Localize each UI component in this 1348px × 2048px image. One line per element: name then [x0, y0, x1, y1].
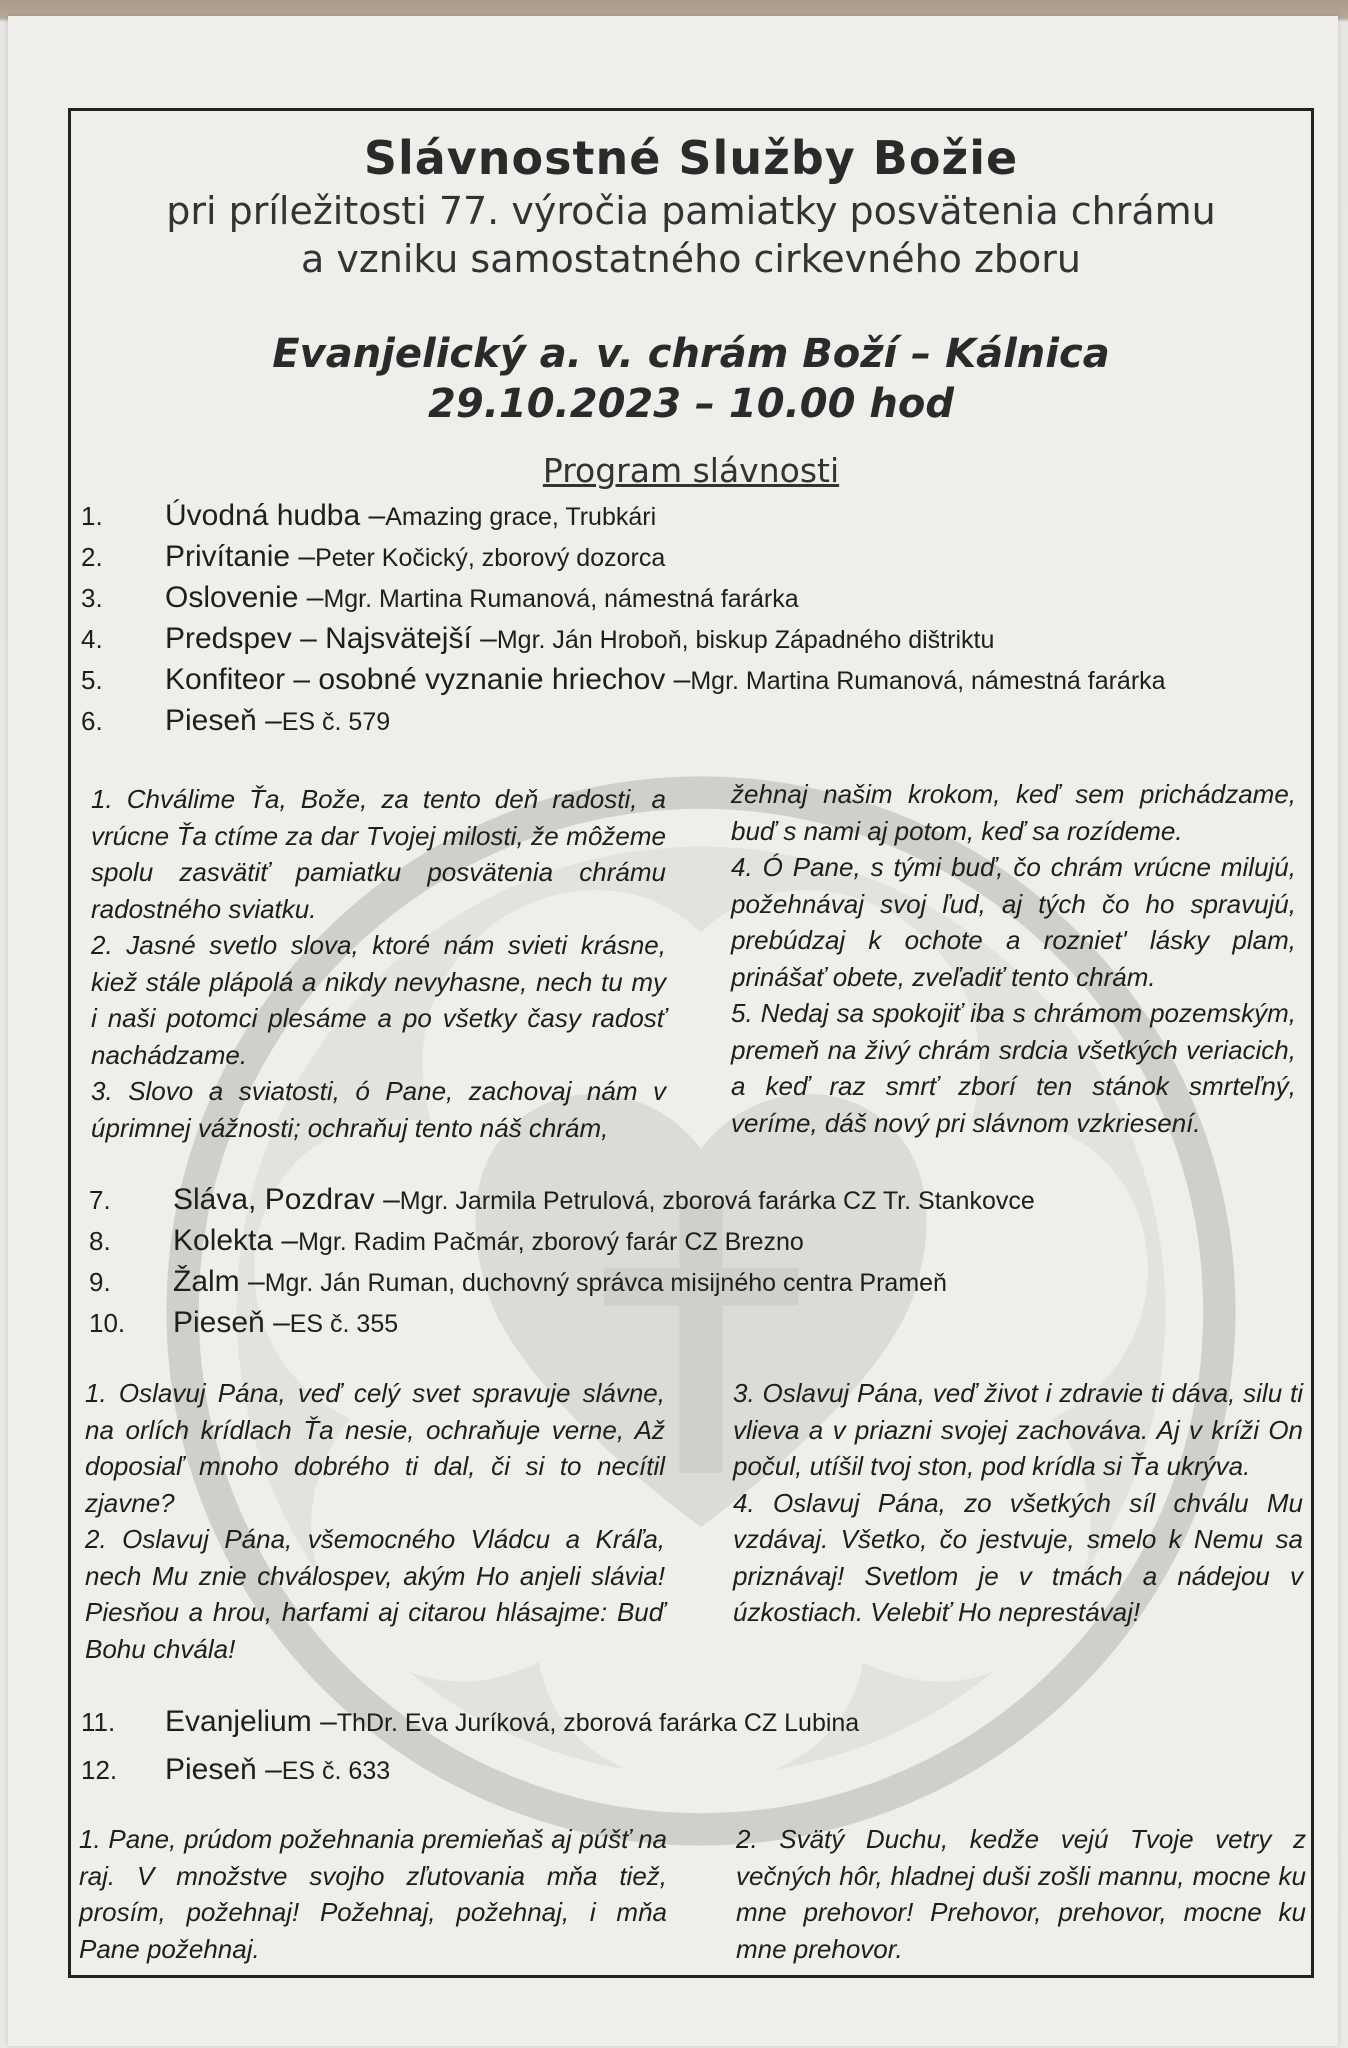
hymn-verse: 1. Oslavuj Pána, veď celý svet spravuje slávne, na orlích krídlach Ťa nesie, ochraňuje verne, Až doposiaľ mnoho dobrého ti dal, či si to necítil zjavne?	[85, 1378, 665, 1518]
hymn-verse: 4. Oslavuj Pána, zo všetkých síl chválu Mu vzdávaj. Všetko, čo jestvuje, smelo k Nemu sa priznávaj! Svetlom je v tmách a nádejou v úzkostiach. Velebiť Ho neprestávaj!	[733, 1487, 1303, 1627]
program-item-number: 2.	[81, 542, 103, 572]
hymn-verse: 4. Ó Pane, s tými buď, čo chrám vrúcne milujú, požehnávaj svoj ľud, aj tých čo ho spravujú, prebúdzaj k ochote a rozniet' lásky plam, prinášať obete, zveľadiť tento chrám.	[731, 852, 1296, 992]
venue-block	[71, 329, 1311, 429]
program-frame	[68, 108, 1314, 1978]
program-item	[81, 499, 1291, 540]
program-item-title: Oslovenie –	[165, 581, 324, 614]
program-item-title: Evanjelium –	[165, 1705, 337, 1738]
hymn-355-right-column	[733, 1375, 1303, 1631]
program-item-detail: Mgr. Radim Pačmár, zborový farár CZ Brezno	[298, 1228, 804, 1256]
hymn-verse: 3. Oslavuj Pána, veď život i zdravie ti dáva, silu ti vlieva a v priazni svojej zachováva. Aj v kríži On počul, utíšil tvoj ston, pod krídla si Ťa ukrýva.	[733, 1378, 1303, 1481]
program-item	[81, 540, 1291, 581]
program-item-title: Kolekta –	[173, 1224, 299, 1257]
program-item	[81, 581, 1291, 622]
hymn-633-left-column	[79, 1821, 667, 1967]
hymn-verse: žehnaj našim krokom, keď sem prichádzame, buď s nami aj potom, keď sa rozídeme.	[731, 779, 1296, 846]
program-item-detail: Mgr. Ján Ruman, duchovný správca misijného centra Prameň	[264, 1269, 947, 1297]
main-title: Slávnostné Služby Božie	[363, 131, 1019, 185]
hymn-579-right-column	[731, 776, 1296, 1141]
program-item-title: Žalm –	[173, 1265, 265, 1298]
program-item-number: 1.	[81, 501, 103, 531]
program-item-detail: Mgr. Jarmila Petrulová, zborová farárka CZ Tr. Stankovce	[399, 1187, 1035, 1215]
program-item-number: 3.	[81, 583, 103, 613]
program-item-detail: ThDr. Eva Juríková, zborová farárka CZ Lubina	[336, 1709, 860, 1737]
program-item	[81, 1705, 1291, 1753]
program-item-title: Pieseň –	[173, 1306, 290, 1339]
hymn-verse: 3. Slovo a sviatosti, ó Pane, zachovaj nám v úprimnej vážnosti; ochraňuj tento náš chrám,	[91, 1076, 666, 1143]
program-item	[89, 1306, 1299, 1347]
program-list-b	[89, 1183, 1299, 1347]
program-list-c	[81, 1705, 1291, 1794]
program-item-title: Pieseň –	[165, 1753, 282, 1786]
program-item-title: Pieseň –	[165, 704, 282, 737]
program-item	[81, 1753, 1291, 1794]
program-item	[81, 704, 1291, 745]
program-item-number: 6.	[81, 706, 103, 736]
program-item-detail: Mgr. Ján Hroboň, biskup Západného dištriktu	[496, 626, 995, 654]
venue: Evanjelický a. v. chrám Boží – Kálnica	[272, 331, 1110, 377]
program-item-detail: ES č. 579	[281, 708, 391, 736]
subtitle-line-1: pri príležitosti 77. výročia pamiatky posvätenia chrámu	[166, 189, 1216, 233]
program-item-detail: Mgr. Martina Rumanová, námestná farárka	[323, 585, 799, 613]
subtitle-line-2: a vzniku samostatného cirkevného zboru	[300, 237, 1082, 281]
program-list-a	[81, 499, 1291, 745]
program-item-number: 12.	[81, 1755, 118, 1785]
program-item-title: Úvodná hudba –	[165, 499, 386, 532]
paper-sheet	[8, 16, 1338, 2046]
date-time: 29.10.2023 – 10.00 hod	[428, 381, 954, 427]
hymn-verse: 2. Oslavuj Pána, všemocného Vládcu a Kráľa, nech Mu znie chválospev, akým Ho anjeli slávia! Piesňou a hrou, harfami aj citarou hlásajme: Buď Bohu chvála!	[85, 1524, 665, 1664]
program-item-number: 4.	[81, 624, 103, 654]
program-item	[81, 663, 1291, 704]
hymn-633-right-column	[736, 1821, 1306, 1967]
hymn-579-left-column	[91, 781, 666, 1146]
program-item	[81, 622, 1291, 663]
program-item-detail: Amazing grace, Trubkári	[385, 503, 657, 531]
program-item-detail: Peter Kočický, zborový dozorca	[315, 544, 666, 572]
program-item-number: 9.	[89, 1267, 111, 1297]
program-item-number: 8.	[89, 1226, 111, 1256]
program-item-title: Konfiteor – osobné vyznanie hriechov –	[165, 663, 691, 696]
hymn-verse: 2. Jasné svetlo slova, ktoré nám svieti krásne, kiež stále plápolá a nikdy nevyhasne, nech tu my i naši potomci plesáme a po všetky časy radosť nachádzame.	[91, 930, 666, 1070]
program-item-title: Sláva, Pozdrav –	[173, 1183, 400, 1216]
program-heading: Program slávnosti	[542, 451, 840, 490]
program-item	[89, 1183, 1299, 1224]
program-item	[89, 1265, 1299, 1306]
program-item-detail: Mgr. Martina Rumanová, námestná farárka	[690, 667, 1166, 695]
hymn-verse: 5. Nedaj sa spokojiť iba s chrámom pozemským, premeň na živý chrám srdcia všetkých veriacich, a keď raz smrť zborí ten stánok smrteľný, veríme, dáš nový pri slávnom vzkriesení.	[731, 998, 1296, 1138]
program-item-number: 7.	[89, 1185, 111, 1215]
program-item-title: Predspev – Najsvätejší –	[165, 622, 497, 655]
subtitle	[71, 187, 1311, 283]
hymn-355-left-column	[85, 1375, 665, 1667]
program-item-title: Privítanie –	[165, 540, 316, 573]
hymn-verse: 1. Chválime Ťa, Bože, za tento deň radosti, a vrúcne Ťa ctíme za dar Tvojej milosti, že môžeme spolu zasvätiť pamiatku posvätenia chrámu radostného sviatku.	[91, 784, 666, 924]
program-item-detail: ES č. 355	[289, 1310, 399, 1338]
program-item	[89, 1224, 1299, 1265]
hymn-verse: 2. Svätý Duchu, kedže vejú Tvoje vetry z večných hôr, hladnej duši zošli mannu, mocne ku mne prehovor! Prehovor, prehovor, mocne ku mne prehovor.	[736, 1824, 1306, 1964]
hymn-verse: 1. Pane, prúdom požehnania premieňaš aj púšť na raj. V množstve svojho zľutovania mňa tiež, prosím, požehnaj! Požehnaj, požehnaj, i mňa Pane požehnaj.	[79, 1824, 667, 1964]
program-item-detail: ES č. 633	[281, 1757, 391, 1785]
program-item-number: 11.	[81, 1707, 116, 1737]
program-item-number: 5.	[81, 665, 103, 695]
program-item-number: 10.	[89, 1308, 126, 1338]
